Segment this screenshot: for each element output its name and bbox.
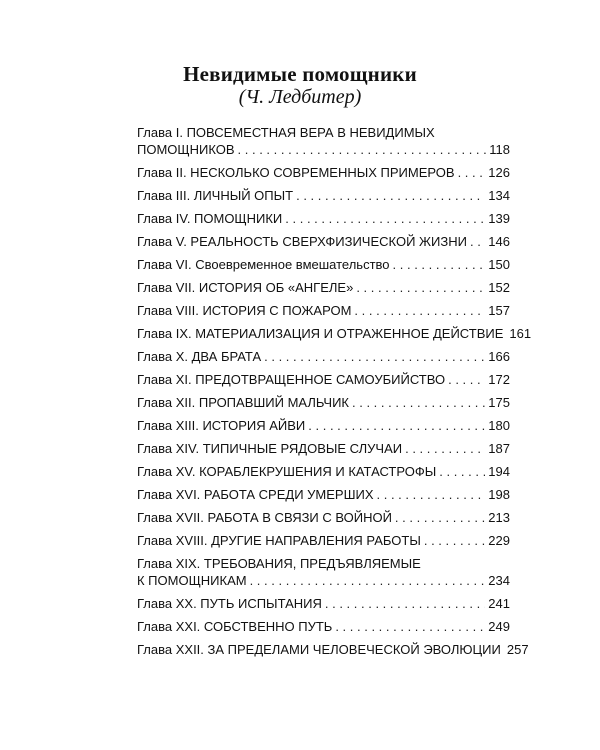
toc-entry bbox=[137, 302, 510, 319]
toc-entry-row bbox=[137, 463, 510, 480]
dot-leader bbox=[354, 302, 485, 319]
dot-leader bbox=[458, 164, 486, 181]
toc-entry bbox=[137, 440, 510, 457]
toc-entry-row bbox=[137, 417, 510, 434]
toc-entry-title: Глава XVIII. ДРУГИЕ НАПРАВЛЕНИЯ РАБОТЫ bbox=[137, 533, 421, 548]
toc-entry-page-number: 118 bbox=[489, 142, 510, 157]
toc-entry bbox=[137, 348, 510, 365]
dot-leader bbox=[264, 348, 485, 365]
toc-entry-row bbox=[137, 348, 510, 365]
page-title: Невидимые помощники bbox=[183, 62, 417, 86]
dot-leader bbox=[352, 394, 485, 411]
toc-entry bbox=[137, 124, 510, 158]
toc-entry-row bbox=[137, 302, 510, 319]
toc-entry-title: К ПОМОЩНИКАМ bbox=[137, 573, 247, 588]
toc-entry bbox=[137, 233, 510, 250]
dot-leader bbox=[296, 187, 485, 204]
toc-entry-page-number: 161 bbox=[509, 326, 532, 341]
dot-leader bbox=[393, 256, 486, 273]
toc-entry-title: Глава XIV. ТИПИЧНЫЕ РЯДОВЫЕ СЛУЧАИ bbox=[137, 441, 403, 456]
toc-entry-title: ПОМОЩНИКОВ bbox=[137, 142, 235, 157]
toc-entry-row bbox=[137, 618, 510, 635]
dot-leader bbox=[325, 595, 485, 612]
dot-leader bbox=[356, 279, 485, 296]
toc-entry bbox=[137, 279, 510, 296]
toc-entry-page-number: 126 bbox=[488, 165, 510, 180]
toc-entry-page-number: 139 bbox=[488, 211, 510, 226]
dot-leader bbox=[424, 532, 485, 549]
toc-entry-row bbox=[137, 210, 510, 227]
toc-entry-row bbox=[137, 371, 510, 388]
toc-entry-title: Глава XVII. РАБОТА В СВЯЗИ С ВОЙНОЙ bbox=[137, 510, 392, 525]
toc-entry bbox=[137, 532, 510, 549]
table-of-contents bbox=[137, 124, 532, 664]
toc-entry bbox=[137, 325, 532, 342]
toc-entry bbox=[137, 618, 510, 635]
toc-entry-row bbox=[137, 440, 510, 457]
dot-leader bbox=[377, 486, 486, 503]
toc-entry-row bbox=[137, 595, 510, 612]
toc-entry bbox=[137, 641, 529, 658]
dot-leader bbox=[448, 371, 485, 388]
toc-entry-page-number: 229 bbox=[488, 533, 510, 548]
toc-entry-title: Глава X. ДВА БРАТА bbox=[137, 349, 262, 364]
toc-entry-row bbox=[137, 164, 510, 181]
toc-entry-title: Глава XIII. ИСТОРИЯ АЙВИ bbox=[137, 418, 306, 433]
toc-entry bbox=[137, 486, 510, 503]
toc-entry-title: Глава V. РЕАЛЬНОСТЬ СВЕРХФИЗИЧЕСКОЙ ЖИЗНИ bbox=[137, 234, 467, 249]
toc-entry-row bbox=[137, 233, 510, 250]
toc-entry-title: Глава XII. ПРОПАВШИЙ МАЛЬЧИК bbox=[137, 395, 349, 410]
toc-entry bbox=[137, 595, 510, 612]
author-line: (Ч. Ледбитер) bbox=[238, 86, 362, 108]
toc-entry bbox=[137, 463, 510, 480]
toc-entry-page-number: 157 bbox=[488, 303, 510, 318]
toc-entry-row bbox=[137, 187, 510, 204]
toc-entry-page-number: 257 bbox=[506, 642, 529, 657]
toc-entry-page-number: 194 bbox=[488, 464, 510, 479]
toc-entry-title: Глава II. НЕСКОЛЬКО СОВРЕМЕННЫХ ПРИМЕРОВ bbox=[137, 165, 455, 180]
toc-entry bbox=[137, 509, 510, 526]
toc-entry-row bbox=[137, 256, 510, 273]
toc-entry-title: Глава VI. Своевременное вмешательство bbox=[137, 257, 390, 272]
toc-entry-page-number: 234 bbox=[488, 573, 510, 588]
toc-entry-page-number: 152 bbox=[488, 280, 510, 295]
toc-entry-row bbox=[137, 532, 510, 549]
toc-entry-title: Глава VIII. ИСТОРИЯ С ПОЖАРОМ bbox=[137, 303, 352, 318]
toc-entry bbox=[137, 164, 510, 181]
dot-leader bbox=[439, 463, 485, 480]
toc-entry-row bbox=[137, 572, 510, 589]
dot-leader bbox=[470, 233, 485, 250]
toc-entry-page-number: 146 bbox=[488, 234, 510, 249]
toc-entry-title: Глава IV. ПОМОЩНИКИ bbox=[137, 211, 283, 226]
toc-entry-title: Глава XV. КОРАБЛЕКРУШЕНИЯ И КАТАСТРОФЫ bbox=[137, 464, 437, 479]
toc-entry-page-number: 198 bbox=[488, 487, 510, 502]
toc-entry-page-number: 172 bbox=[488, 372, 510, 387]
toc-entry-row bbox=[137, 279, 510, 296]
toc-entry-page-number: 180 bbox=[488, 418, 510, 433]
toc-entry bbox=[137, 256, 510, 273]
toc-entry-page-number: 175 bbox=[488, 395, 510, 410]
toc-entry-page-number: 213 bbox=[488, 510, 510, 525]
toc-entry-title: Глава XX. ПУТЬ ИСПЫТАНИЯ bbox=[137, 596, 322, 611]
dot-leader bbox=[335, 618, 485, 635]
toc-entry bbox=[137, 371, 510, 388]
dot-leader bbox=[308, 417, 485, 434]
toc-entry-page-number: 166 bbox=[488, 349, 510, 364]
toc-entry-page-number: 187 bbox=[488, 441, 510, 456]
dot-leader bbox=[395, 509, 485, 526]
toc-entry-title-line: Глава I. ПОВСЕМЕСТНАЯ ВЕРА В НЕВИДИМЫХ bbox=[137, 125, 435, 140]
toc-entry bbox=[137, 555, 510, 589]
toc-entry bbox=[137, 394, 510, 411]
toc-entry-page-number: 241 bbox=[488, 596, 510, 611]
toc-entry-title: Глава XVI. РАБОТА СРЕДИ УМЕРШИХ bbox=[137, 487, 374, 502]
toc-entry-page-number: 134 bbox=[488, 188, 510, 203]
toc-entry-page-number: 150 bbox=[488, 257, 510, 272]
toc-entry bbox=[137, 417, 510, 434]
toc-entry-row bbox=[137, 325, 532, 342]
dot-leader bbox=[405, 440, 485, 457]
toc-entry bbox=[137, 210, 510, 227]
toc-entry-row bbox=[137, 509, 510, 526]
dot-leader bbox=[250, 572, 486, 589]
toc-entry-row bbox=[137, 641, 529, 658]
toc-entry-title: Глава VII. ИСТОРИЯ ОБ «АНГЕЛЕ» bbox=[137, 280, 354, 295]
toc-entry-title: Глава IX. МАТЕРИАЛИЗАЦИЯ И ОТРАЖЕННОЕ ДЕЙСТВИЕ bbox=[137, 326, 504, 341]
toc-entry bbox=[137, 187, 510, 204]
dot-leader bbox=[238, 141, 487, 158]
dot-leader bbox=[285, 210, 485, 227]
toc-entry-row bbox=[137, 486, 510, 503]
toc-entry-title: Глава III. ЛИЧНЫЙ ОПЫТ bbox=[137, 188, 294, 203]
toc-entry-title: Глава XXII. ЗА ПРЕДЕЛАМИ ЧЕЛОВЕЧЕСКОЙ ЭВОЛЮЦИИ bbox=[137, 642, 501, 657]
toc-entry-title-line: Глава XIX. ТРЕБОВАНИЯ, ПРЕДЪЯВЛЯЕМЫЕ bbox=[137, 556, 421, 571]
toc-entry-row bbox=[137, 394, 510, 411]
toc-entry-row bbox=[137, 141, 510, 158]
toc-entry-page-number: 249 bbox=[488, 619, 510, 634]
toc-entry-title: Глава XXI. СОБСТВЕННО ПУТЬ bbox=[137, 619, 333, 634]
toc-entry-title: Глава XI. ПРЕДОТВРАЩЕННОЕ САМОУБИЙСТВО bbox=[137, 372, 446, 387]
